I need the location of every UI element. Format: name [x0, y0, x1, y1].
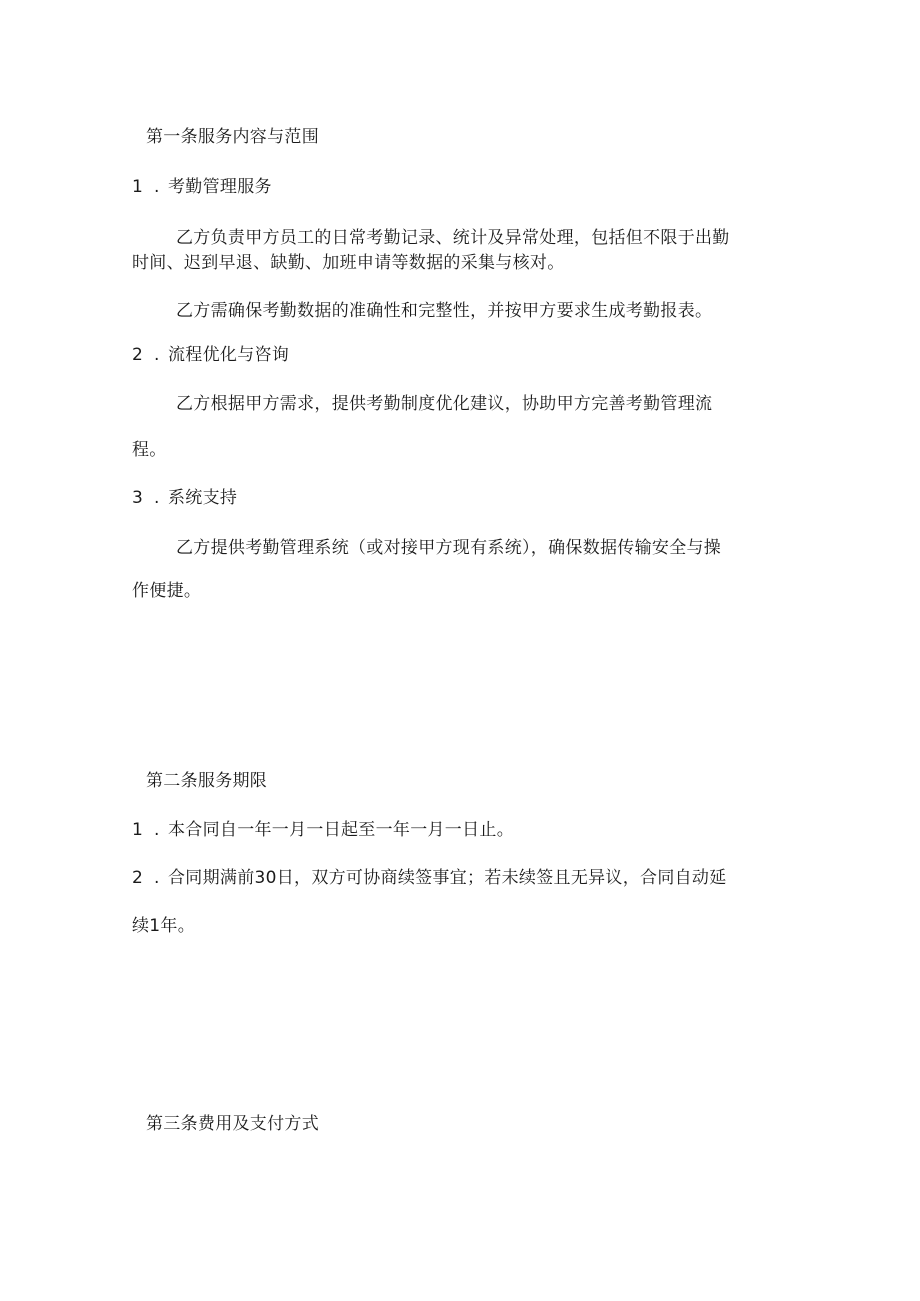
paragraph-line: 作便捷。 [132, 581, 202, 601]
item-number: 2 [132, 868, 144, 888]
paragraph-line: 时间、迟到早退、缺勤、加班申请等数据的采集与核对。 [132, 253, 565, 273]
paragraph-line: 乙方提供考勤管理系统（或对接甲方现有系统），确保数据传输安全与操 [176, 538, 722, 558]
item-dot: . [154, 488, 160, 508]
paragraph-line: 程。 [132, 440, 167, 460]
item-dot: . [154, 820, 160, 840]
item-dot: . [154, 868, 160, 888]
paragraph-line: 乙方需确保考勤数据的准确性和完整性，并按甲方要求生成考勤报表。 [176, 301, 713, 321]
section-heading: 第二条服务期限 [146, 771, 268, 791]
item-text: 本合同自一年一月一日起至一年一月一日止。 [168, 820, 514, 840]
list-item-heading [132, 343, 289, 367]
item-number: 2 [132, 345, 144, 365]
item-dot: . [154, 177, 160, 197]
list-item [132, 866, 727, 890]
item-title: 流程优化与咨询 [168, 345, 290, 365]
section-heading: 第三条费用及支付方式 [146, 1114, 319, 1134]
item-number: 1 [132, 177, 144, 197]
item-number: 1 [132, 820, 144, 840]
paragraph-line: 续1年。 [132, 916, 196, 936]
list-item-heading [132, 486, 237, 510]
item-title: 考勤管理服务 [168, 177, 272, 197]
item-text: 合同期满前30日，双方可协商续签事宜；若未续签且无异议，合同自动延 [168, 868, 727, 888]
paragraph-line: 乙方根据甲方需求，提供考勤制度优化建议，协助甲方完善考勤管理流 [176, 394, 713, 414]
section-heading: 第一条服务内容与范围 [146, 127, 319, 147]
item-number: 3 [132, 488, 144, 508]
item-title: 系统支持 [168, 488, 238, 508]
list-item-heading [132, 175, 272, 199]
list-item [132, 818, 514, 842]
paragraph-line: 乙方负责甲方员工的日常考勤记录、统计及异常处理，包括但不限于出勤 [176, 228, 730, 248]
item-dot: . [154, 345, 160, 365]
